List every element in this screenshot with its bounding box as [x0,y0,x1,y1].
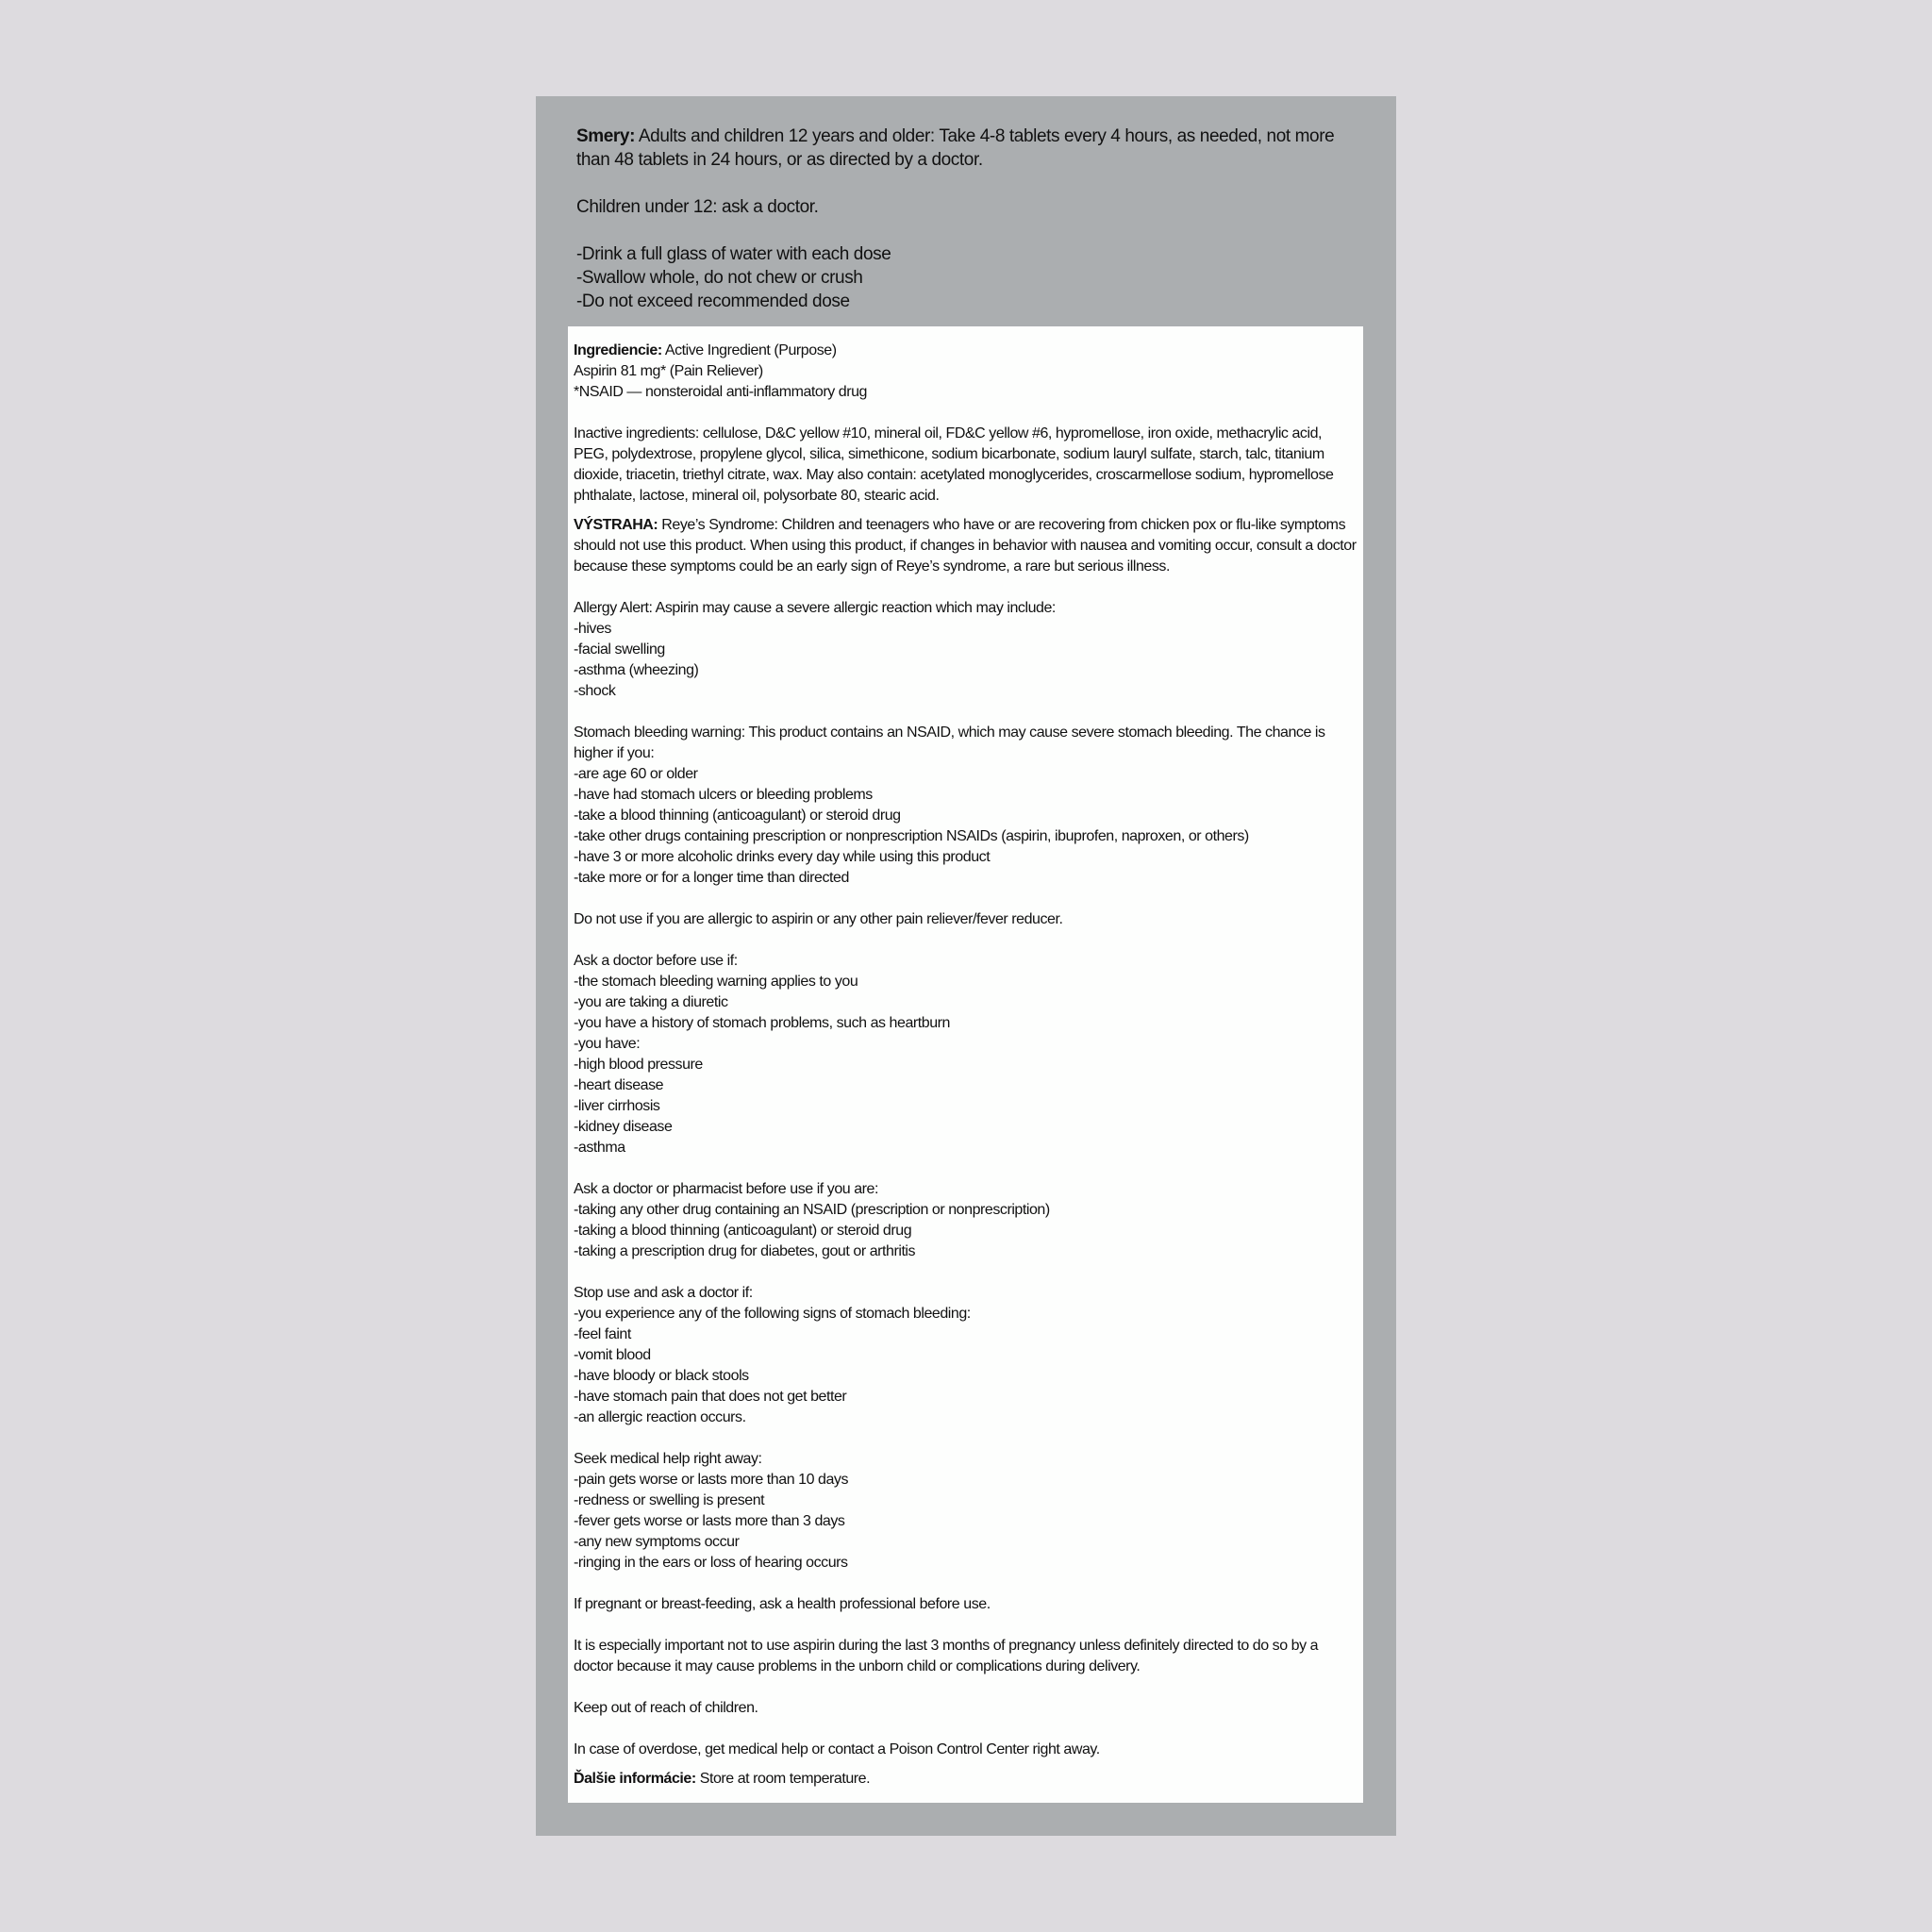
ingredients-block [574,341,1357,403]
pregnancy-important: It is especially important not to use aspirin during the last 3 months of pregnancy unless definitely directed to do so by a doctor because it may cause problems in the unborn child or complications during delivery. [574,1638,1319,1674]
warnings-label: VÝSTRAHA: [574,517,658,533]
directions-paragraph [576,125,1359,172]
nsaid-footnote: *NSAID — nonsteroidal anti-inflammatory drug [574,384,868,400]
ingredients-label: Ingrediencie: [574,342,662,358]
children-note: Children under 12: ask a doctor. [576,197,819,217]
ingredients-heading: Active Ingredient (Purpose) [664,342,837,358]
directions-bullet: -Do not exceed recommended dose [576,291,850,311]
ask-pharmacist: Ask a doctor or pharmacist before use if you are: -taking any other drug containing an NSAID (prescription or nonprescription) -taking a blood thinning (anticoagulant) or steroid drug -taking a prescription drug for diabetes, gout or arthritis [574,1181,1050,1259]
warnings-block [574,515,1357,577]
pregnancy-note: If pregnant or breast-feeding, ask a health professional before use. [574,1596,991,1612]
allergy-alert: Allergy Alert: Aspirin may cause a severe allergic reaction which may include: -hives -facial swelling -asthma (wheezing) -shock [574,600,1056,699]
other-info-label: Ďalšie informácie: [574,1771,696,1787]
other-info-block [574,1769,1357,1790]
label-panel [536,96,1396,1836]
active-ingredient: Aspirin 81 mg* (Pain Reliever) [574,363,763,379]
directions-label: Smery: [576,126,636,146]
directions-bullet: -Swallow whole, do not chew or crush [576,268,863,288]
reyes-warning: Reye’s Syndrome: Children and teenagers who have or are recovering from chicken pox or flu-like symptoms should not use this product. When using this product, if changes in behavior with nausea and vomiting occur, consult a doctor because these symptoms could be an early sign of Reye’s syndrome, a rare but serious illness. [574,517,1357,575]
inactive-ingredients: Inactive ingredients: cellulose, D&C yellow #10, mineral oil, FD&C yellow #6, hypromellose, iron oxide, methacrylic acid, PEG, polydextrose, propylene glycol, silica, simethicone, sodium bicarbonate, sodium lauryl sulfate, starch, talc, titanium dioxide, triacetin, triethyl citrate, wax. May also contain: acetylated monoglycerides, croscarmellose sodium, hypromellose phthalate, lactose, mineral oil, polysorbate 80, stearic acid. [574,425,1334,504]
do-not-use: Do not use if you are allergic to aspirin or any other pain reliever/fever reducer. [574,911,1063,927]
directions-section [576,125,1359,313]
stomach-bleeding-warning: Stomach bleeding warning: This product contains an NSAID, which may cause severe stomach bleeding. The chance is higher if you: -are age 60 or older -have had stomach ulcers or bleeding problems -take a blood thinning (anticoagulant) or steroid drug -take other drugs containing prescription or nonprescription NSAIDs (aspirin, ibuprofen, naproxen, or others) -have 3 or more alcoholic drinks every day while using this product -take more or for a longer time than directed [574,724,1325,886]
ask-doctor: Ask a doctor before use if: -the stomach bleeding warning applies to you -you are taking a diuretic -you have a history of stomach problems, such as heartburn -you have: -high blood pressure -heart disease -liver cirrhosis -kidney disease -asthma [574,953,951,1156]
directions-text: Adults and children 12 years and older: Take 4-8 tablets every 4 hours, as needed, not more than 48 tablets in 24 hours, or as directed by a doctor. [576,126,1335,170]
stop-use: Stop use and ask a doctor if: -you experience any of the following signs of stomach bleeding: -feel faint -vomit blood -have bloody or black stools -have stomach pain that does not get better -an allergic reaction occurs. [574,1285,971,1425]
facts-card [568,326,1363,1803]
seek-medical-help: Seek medical help right away: -pain gets worse or lasts more than 10 days -redness or swelling is present -fever gets worse or lasts more than 3 days -any new symptoms occur -ringing in the ears or loss of hearing occurs [574,1451,849,1571]
directions-bullet: -Drink a full glass of water with each dose [576,244,891,264]
keep-out-of-reach: Keep out of reach of children. [574,1700,758,1716]
other-info-text: Store at room temperature. [699,1771,871,1787]
overdose-note: In case of overdose, get medical help or contact a Poison Control Center right away. [574,1741,1100,1757]
